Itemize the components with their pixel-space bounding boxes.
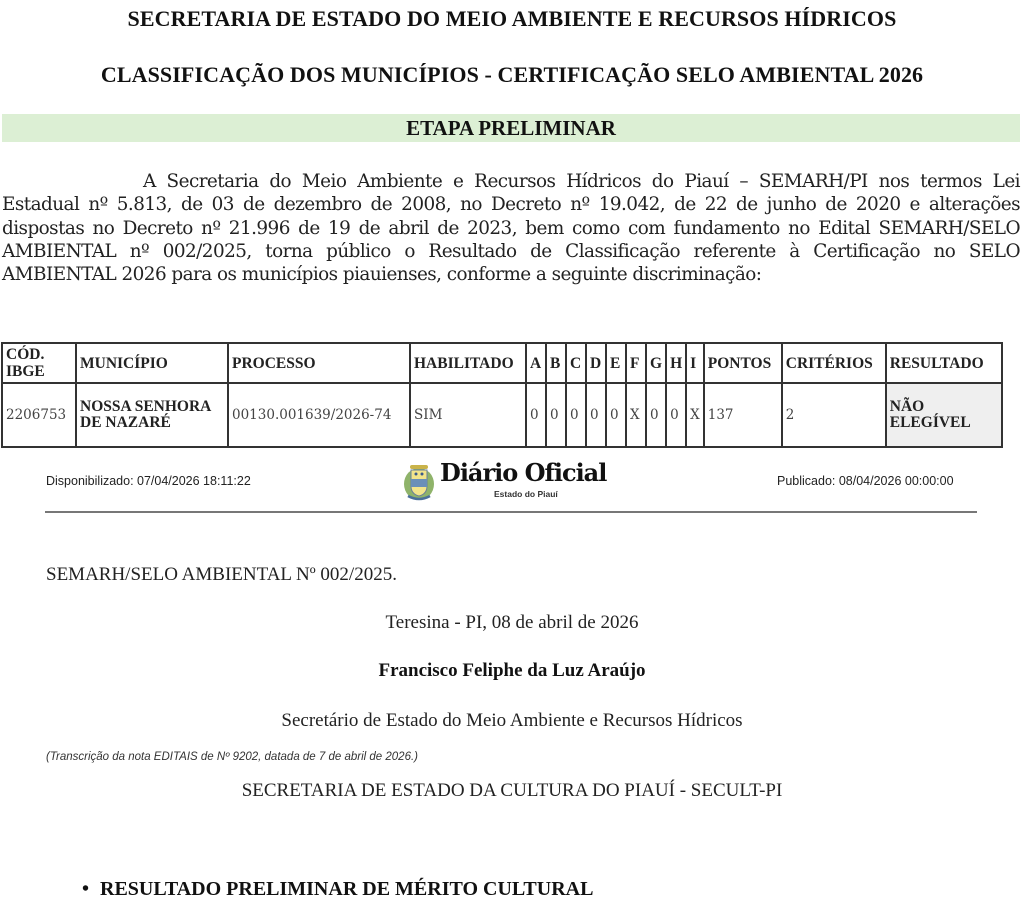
next-section-heading: SECRETARIA DE ESTADO DA CULTURA DO PIAUÍ - SECULT-PI	[241, 780, 783, 801]
col-e: E	[606, 343, 626, 383]
cell-a: 0	[526, 383, 546, 447]
cell-processo: 00130.001639/2026-74	[228, 383, 410, 447]
table-row	[2, 383, 1002, 447]
edital-reference: SEMARH/SELO AMBIENTAL Nº 002/2025.	[46, 564, 397, 585]
col-a: A	[526, 343, 546, 383]
col-g: G	[646, 343, 666, 383]
col-f: F	[626, 343, 646, 383]
logo-subtitle: Estado do Piauí	[494, 489, 558, 499]
cell-i: X	[686, 383, 704, 447]
intro-text: A Secretaria do Meio Ambiente e Recursos Hídricos do Piauí – SEMARH/PI nos termos Lei Estadual nº 5.813, de 03 de dezembro de 2008, no Decreto nº 19.042, de 22 de junho de 2020 e alterações dispostas no Decreto nº 21.996 de 19 de abril de 2023, bem como com fundamento no Edital SEMARH/SELO AMBIENTAL nº 002/2025, torna público o Resultado de Classificação referente à Certificação no SELO AMBIENTAL 2026 para os municípios piauienses, conforme a seguinte discriminação:	[2, 171, 1020, 286]
signer-name: Francisco Feliphe da Luz Araújo	[378, 660, 646, 681]
col-c: C	[566, 343, 586, 383]
document-title: SECRETARIA DE ESTADO DO MEIO AMBIENTE E RECURSOS HÍDRICOS	[127, 6, 897, 31]
col-municipio: MUNICÍPIO	[76, 343, 228, 383]
cell-c: 0	[566, 383, 586, 447]
col-d: D	[586, 343, 606, 383]
col-i: I	[686, 343, 704, 383]
cell-g: 0	[646, 383, 666, 447]
transcription-note: (Transcrição da nota EDITAIS de Nº 9202, datada de 7 de abril de 2026.)	[46, 751, 418, 763]
cell-f: X	[626, 383, 646, 447]
bullet-item	[82, 878, 593, 901]
cell-d: 0	[586, 383, 606, 447]
state-crest-icon	[402, 460, 436, 502]
col-b: B	[546, 343, 566, 383]
cell-cod-ibge: 2206753	[2, 383, 76, 447]
col-processo: PROCESSO	[228, 343, 410, 383]
stage-banner: ETAPA PRELIMINAR	[2, 114, 1020, 142]
col-criterios: CRITÉRIOS	[782, 343, 886, 383]
cell-b: 0	[546, 383, 566, 447]
intro-paragraph	[2, 170, 1020, 286]
page-divider	[45, 511, 977, 513]
cell-habilitado: SIM	[410, 383, 526, 447]
cell-municipio: NOSSA SENHORA DE NAZARÉ	[76, 383, 228, 447]
published-timestamp: Publicado: 08/04/2026 00:00:00	[777, 474, 954, 488]
cell-h: 0	[666, 383, 686, 447]
cell-pontos: 137	[704, 383, 782, 447]
document-subtitle: CLASSIFICAÇÃO DOS MUNICÍPIOS - CERTIFICAÇÃO SELO AMBIENTAL 2026	[100, 62, 924, 87]
col-pontos: PONTOS	[704, 343, 782, 383]
table-header-row	[2, 343, 1002, 383]
cell-criterios: 2	[782, 383, 886, 447]
place-date: Teresina - PI, 08 de abril de 2026	[385, 612, 639, 633]
classification-table	[1, 342, 1003, 448]
cell-resultado: NÃO ELEGÍVEL	[886, 383, 1002, 447]
cell-e: 0	[606, 383, 626, 447]
signer-role: Secretário de Estado do Meio Ambiente e Recursos Hídricos	[281, 710, 743, 731]
bullet-text: RESULTADO PRELIMINAR DE MÉRITO CULTURAL	[100, 878, 594, 900]
col-resultado: RESULTADO	[886, 343, 1002, 383]
bullet-icon: •	[82, 878, 90, 900]
col-habilitado: HABILITADO	[410, 343, 526, 383]
col-cod-ibge: CÓD. IBGE	[2, 343, 76, 383]
col-h: H	[666, 343, 686, 383]
diario-oficial-logo	[402, 458, 612, 504]
available-timestamp: Disponibilizado: 07/04/2026 18:11:22	[46, 474, 251, 488]
logo-title: Diário Oficial	[440, 458, 607, 487]
